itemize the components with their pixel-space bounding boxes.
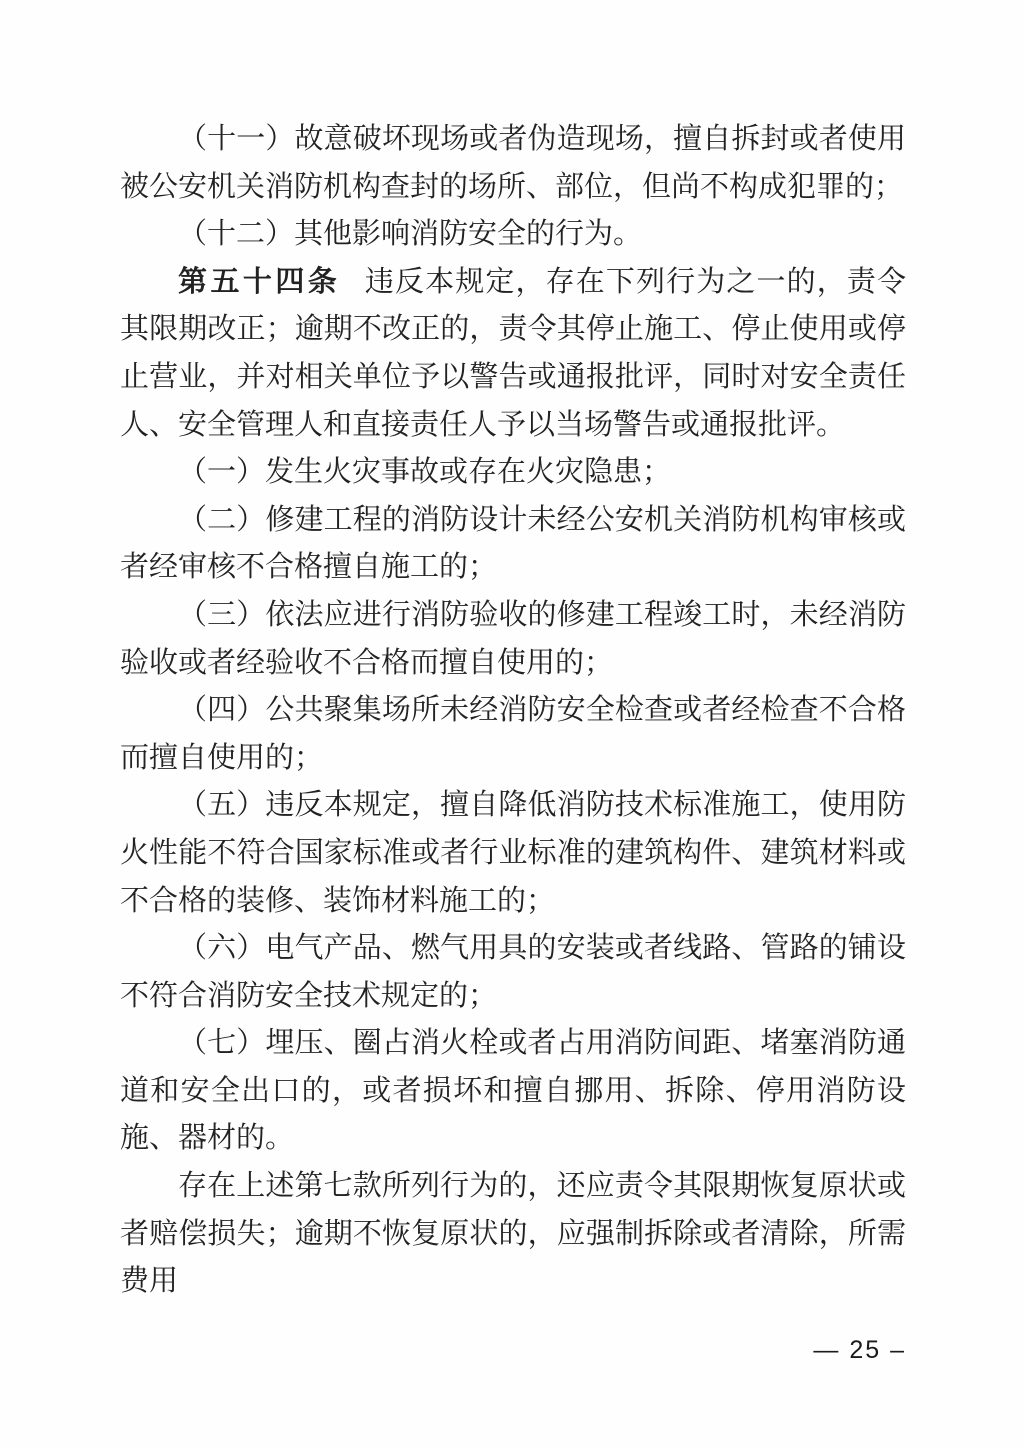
paragraph <box>120 211 906 259</box>
paragraph <box>120 782 906 925</box>
paragraph-text: （十一）故意破坏现场或者伪造现场，擅自拆封或者使用被公安机关消防机构查封的场所、部位，但尚不构成犯罪的； <box>120 123 906 203</box>
paragraph <box>120 925 906 1020</box>
document-body <box>120 116 906 1306</box>
paragraph-text: 违反本规定，存在下列行为之一的，责令其限期改正；逾期不改正的，责令其停止施工、停止使用或停止营业，并对相关单位予以警告或通报批评，同时对安全责任人、安全管理人和直接责任人予以当场警告或通报批评。 <box>120 265 906 441</box>
paragraph-text: 存在上述第七款所列行为的，还应责令其限期恢复原状或者赔偿损失；逾期不恢复原状的，应强制拆除或者清除，所需费用 <box>120 1170 906 1298</box>
article-number: 第五十四条 <box>178 265 341 298</box>
paragraph-text: （六）电气产品、燃气用具的安装或者线路、管路的铺设不符合消防安全技术规定的； <box>120 932 906 1012</box>
paragraph <box>120 592 906 687</box>
paragraph-text: （三）依法应进行消防验收的修建工程竣工时，未经消防验收或者经验收不合格而擅自使用的； <box>120 598 906 679</box>
paragraph <box>120 449 906 497</box>
paragraph <box>120 1163 906 1306</box>
paragraph-text: （五）违反本规定，擅自降低消防技术标准施工，使用防火性能不符合国家标准或者行业标准的建筑构件、建筑材料或不合格的装修、装饰材料施工的； <box>120 789 906 917</box>
paragraph-text: （二）修建工程的消防设计未经公安机关消防机构审核或者经审核不合格擅自施工的； <box>120 503 906 584</box>
paragraph <box>120 1020 906 1163</box>
paragraph-text: （七）埋压、圈占消火栓或者占用消防间距、堵塞消防通道和安全出口的，或者损坏和擅自挪用、拆除、停用消防设施、器材的。 <box>120 1027 906 1155</box>
paragraph-text: （四）公共聚集场所未经消防安全检查或者经检查不合格而擅自使用的； <box>120 694 906 774</box>
paragraph <box>120 116 906 211</box>
paragraph <box>120 497 906 592</box>
paragraph-text: （一）发生火灾事故或存在火灾隐患； <box>178 456 672 489</box>
paragraph-text: （十二）其他影响消防安全的行为。 <box>178 218 643 251</box>
paragraph <box>120 259 906 449</box>
page-number: — 25 – <box>813 1336 906 1364</box>
paragraph <box>120 687 906 782</box>
page-footer <box>813 1336 906 1365</box>
